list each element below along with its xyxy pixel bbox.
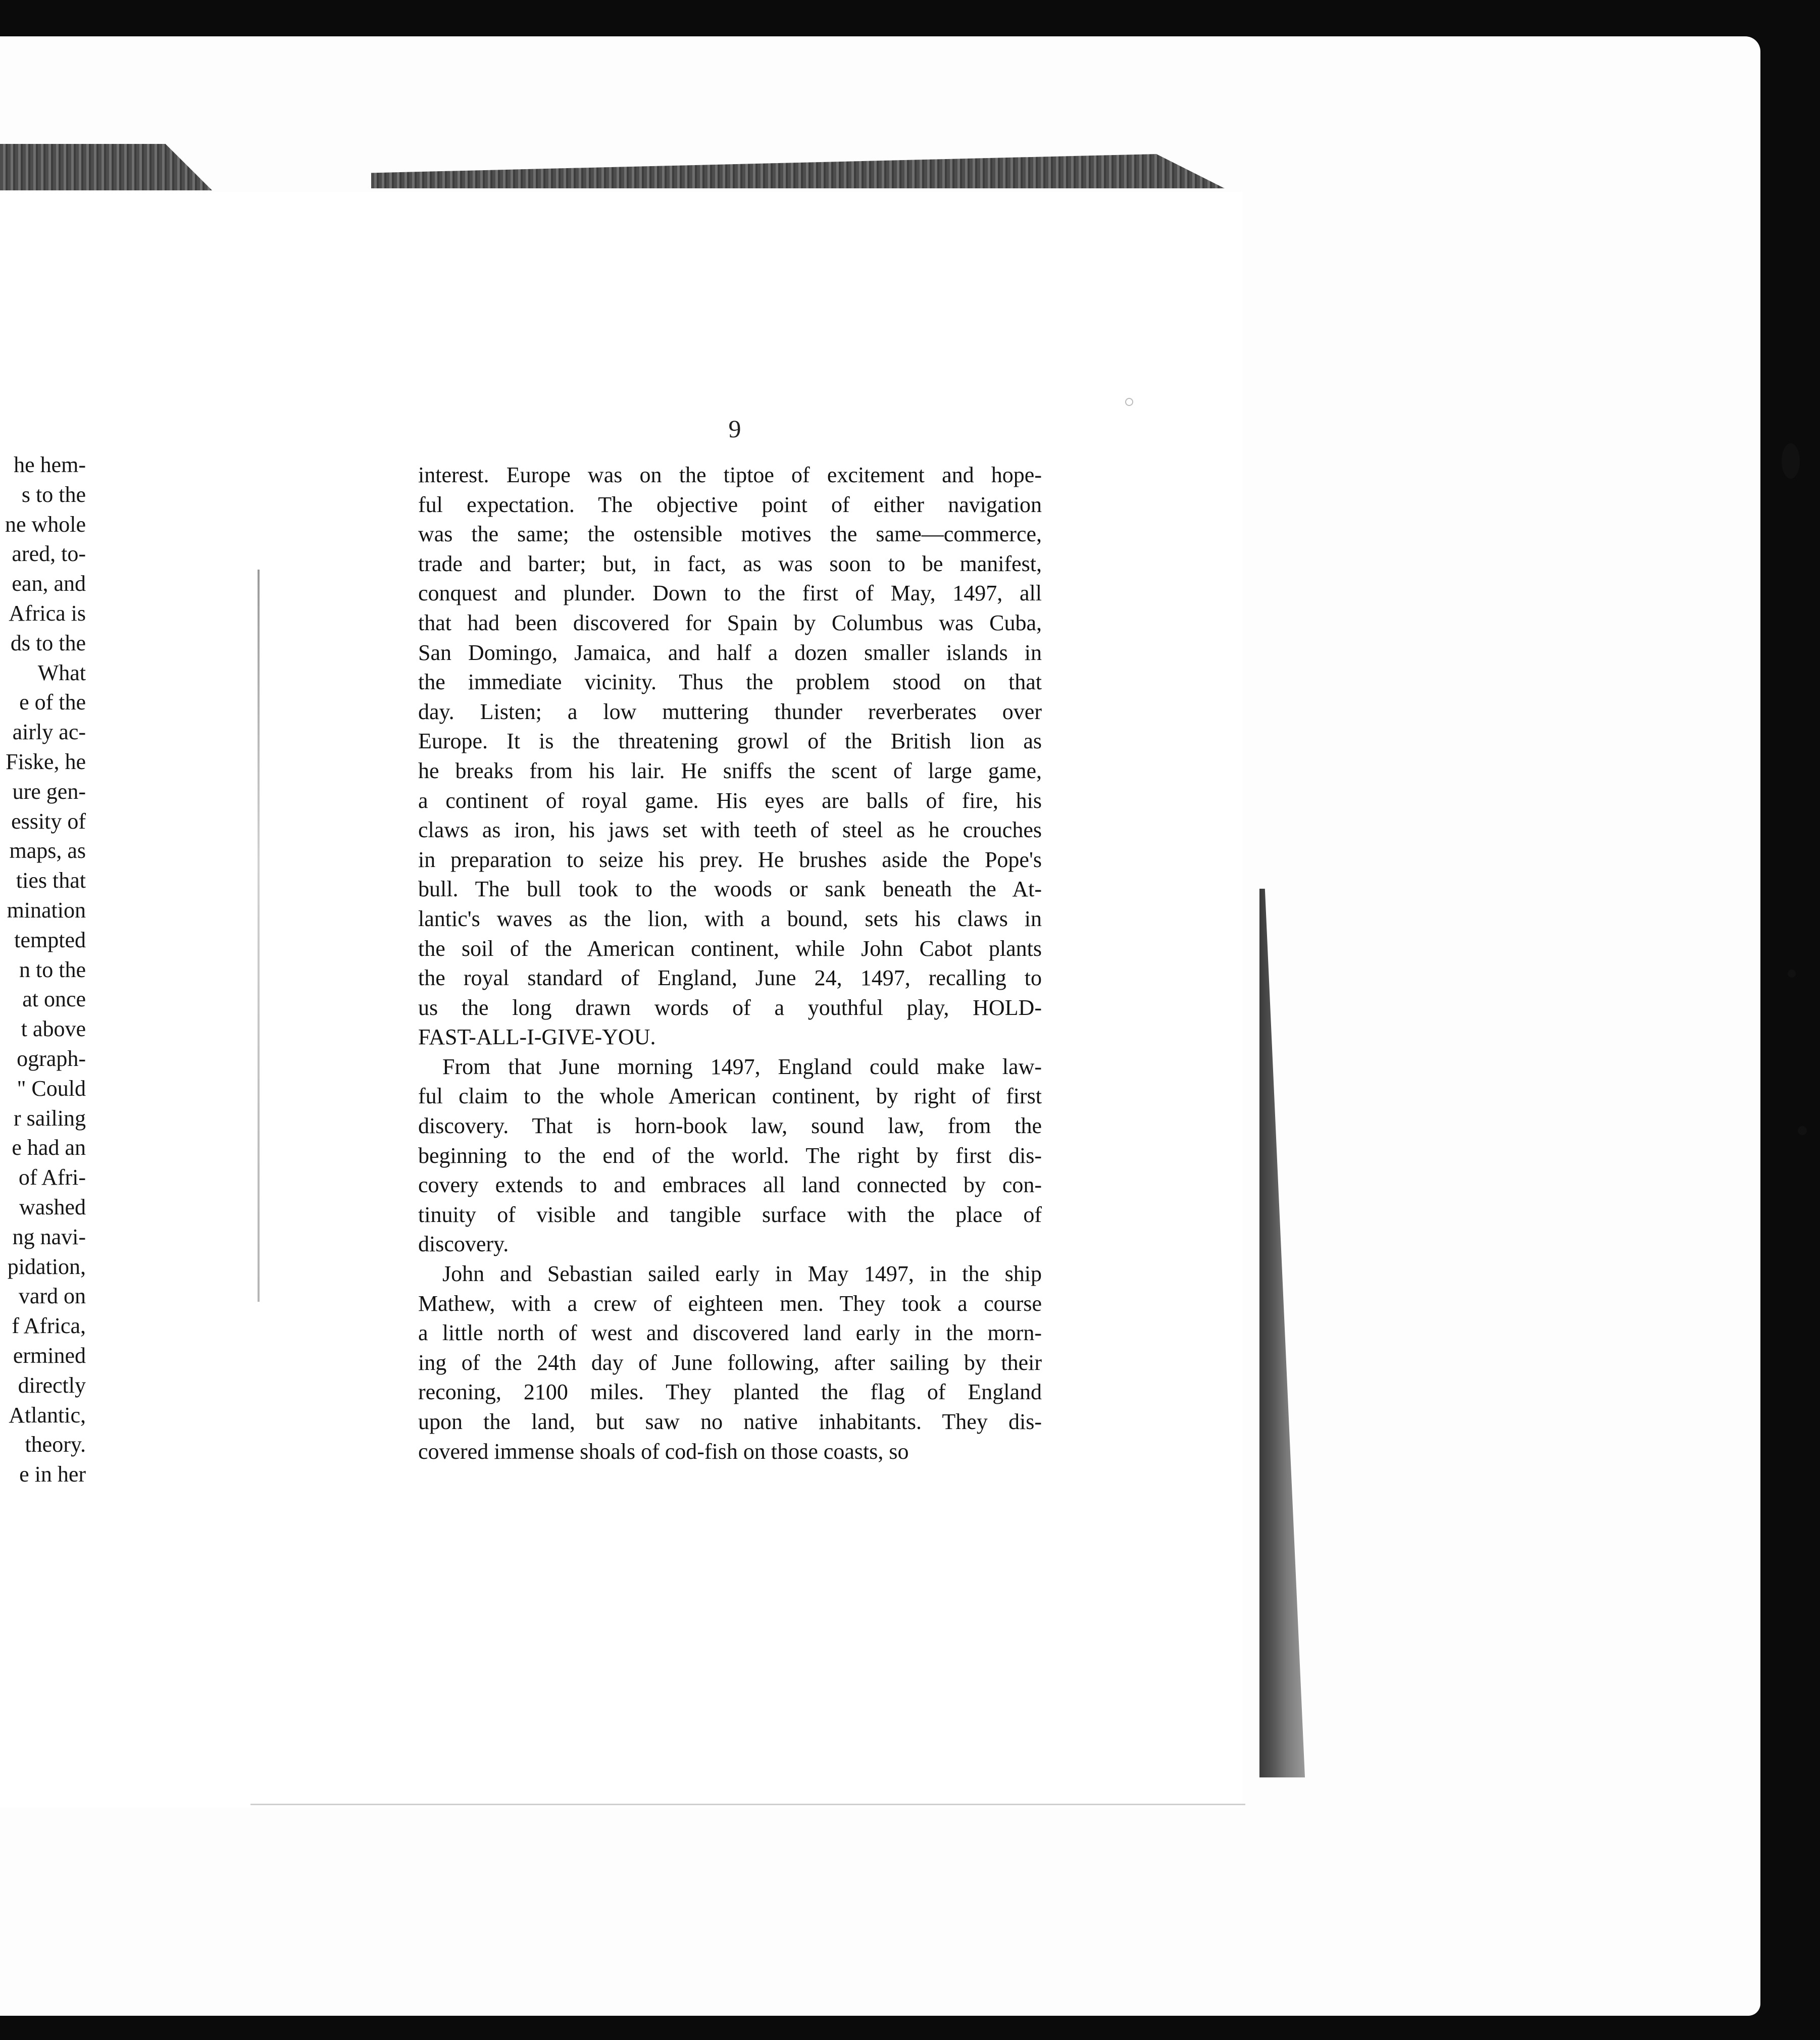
text-line: conquest and plunder. Down to the first of May, 1497, all (418, 581, 1042, 606)
left-page-line: essity of (11, 808, 86, 834)
scan-artifact (1798, 1126, 1807, 1135)
text-line: FAST-ALL-I-GIVE-YOU. (418, 1025, 656, 1050)
text-line: the royal standard of England, June 24, 1497, recalling to (418, 965, 1042, 991)
punch-hole (1125, 398, 1133, 406)
left-page-line: pidation, (7, 1254, 86, 1279)
left-page-line: Atlantic, (9, 1402, 86, 1427)
left-page-line: ograph- (17, 1046, 86, 1071)
text-line: bull. The bull took to the woods or sank beneath the At- (418, 877, 1042, 902)
text-line: covery extends to and embraces all land connected by con- (418, 1172, 1042, 1198)
left-page-line: ng navi- (12, 1224, 86, 1249)
text-line: lantic's waves as the lion, with a bound, sets his claws in (418, 906, 1042, 931)
text-line: the soil of the American continent, while John Cabot plants (418, 936, 1042, 961)
text-line: day. Listen; a low muttering thunder reverberates over (418, 699, 1042, 724)
text-line: the immediate vicinity. Thus the problem stood on that (418, 670, 1042, 695)
left-page-line: " Could (17, 1076, 86, 1101)
text-line: discovery. That is horn-book law, sound law, from the (418, 1113, 1042, 1139)
text-line: John and Sebastian sailed early in May 1497, in the ship (442, 1261, 1042, 1287)
left-page-line: airly ac- (12, 720, 86, 745)
left-page-line: Africa is (9, 600, 86, 626)
left-page-line: e of the (19, 690, 86, 715)
body-text (418, 461, 1042, 1466)
left-page-line: ean, and (12, 571, 86, 596)
text-line: interest. Europe was on the tiptoe of excitement and hope- (418, 463, 1042, 487)
text-line: ing of the 24th day of June following, after sailing by their (418, 1350, 1042, 1375)
text-line: was the same; the ostensible motives the same—commerce, (418, 522, 1042, 547)
left-page-line: e had an (12, 1135, 86, 1160)
left-page-line: at once (22, 987, 86, 1012)
left-page-line: n to the (19, 957, 86, 982)
text-line: Europe. It is the threatening growl of the British lion as (418, 729, 1042, 754)
text-line: ful claim to the whole American continent, by right of first (418, 1084, 1042, 1109)
left-page-line: tempted (14, 927, 86, 952)
left-page-line: t above (21, 1016, 86, 1042)
text-line: ful expectation. The objective point of either navigation (418, 492, 1042, 517)
left-page-line: mination (7, 897, 86, 923)
page-gutter (258, 570, 260, 1302)
left-page-text-fragment (0, 450, 86, 1490)
text-line: us the long drawn words of a youthful play, HOLD- (418, 995, 1042, 1020)
left-page-line: washed (19, 1194, 86, 1219)
text-line: that had been discovered for Spain by Columbus was Cuba, (418, 610, 1042, 635)
left-page-line: ermined (13, 1343, 86, 1368)
text-line: reconing, 2100 miles. They planted the flag of England (418, 1380, 1042, 1405)
text-line: claws as iron, his jaws set with teeth of steel as he crouches (418, 818, 1042, 843)
text-line: a continent of royal game. His eyes are balls of fire, his (418, 788, 1042, 813)
text-line: in preparation to seize his prey. He brushes aside the Pope's (418, 847, 1042, 872)
scan-artifact (1788, 970, 1796, 978)
text-line: beginning to the end of the world. The right by first dis- (418, 1143, 1042, 1168)
left-page-line: directly (18, 1372, 86, 1398)
left-page-line: ne whole (5, 512, 86, 537)
page-edge (250, 1804, 1245, 1805)
left-page-line: maps, as (9, 838, 86, 863)
scan-artifact (1782, 443, 1800, 479)
text-line: a little north of west and discovered land early in the morn- (418, 1320, 1042, 1346)
text-line: From that June morning 1497, England could make law- (442, 1054, 1042, 1079)
left-page-line: ties that (16, 868, 86, 893)
page-number: 9 (728, 415, 741, 443)
text-line: he breaks from his lair. He sniffs the scent of large game, (418, 758, 1042, 783)
text-line: covered immense shoals of cod-fish on those coasts, so (418, 1439, 909, 1464)
left-page-line: ds to the (10, 630, 86, 655)
text-line: trade and barter; but, in fact, as was soon to be manifest, (418, 551, 1042, 576)
left-page-line: e in her (19, 1462, 86, 1487)
left-page-line: of Afri- (18, 1165, 86, 1190)
left-page-line: r sailing (14, 1105, 86, 1131)
left-page-line: ared, to- (12, 541, 86, 567)
text-line: San Domingo, Jamaica, and half a dozen smaller islands in (418, 640, 1042, 665)
text-line: discovery. (418, 1232, 509, 1257)
left-page-line: s to the (21, 482, 86, 507)
text-line: Mathew, with a crew of eighteen men. They took a course (418, 1291, 1042, 1316)
left-page-line: he hem- (14, 452, 86, 477)
left-page-line: Fiske, he (6, 749, 86, 774)
left-page-line: vard on (18, 1284, 86, 1309)
left-page-line: ure gen- (12, 779, 86, 804)
left-page-line: f Africa, (12, 1313, 86, 1339)
left-page-line: What (37, 660, 86, 685)
text-line: upon the land, but saw no native inhabitants. They dis- (418, 1409, 1042, 1434)
text-line: tinuity of visible and tangible surface with the place of (418, 1202, 1042, 1227)
left-page-line: theory. (25, 1432, 86, 1457)
